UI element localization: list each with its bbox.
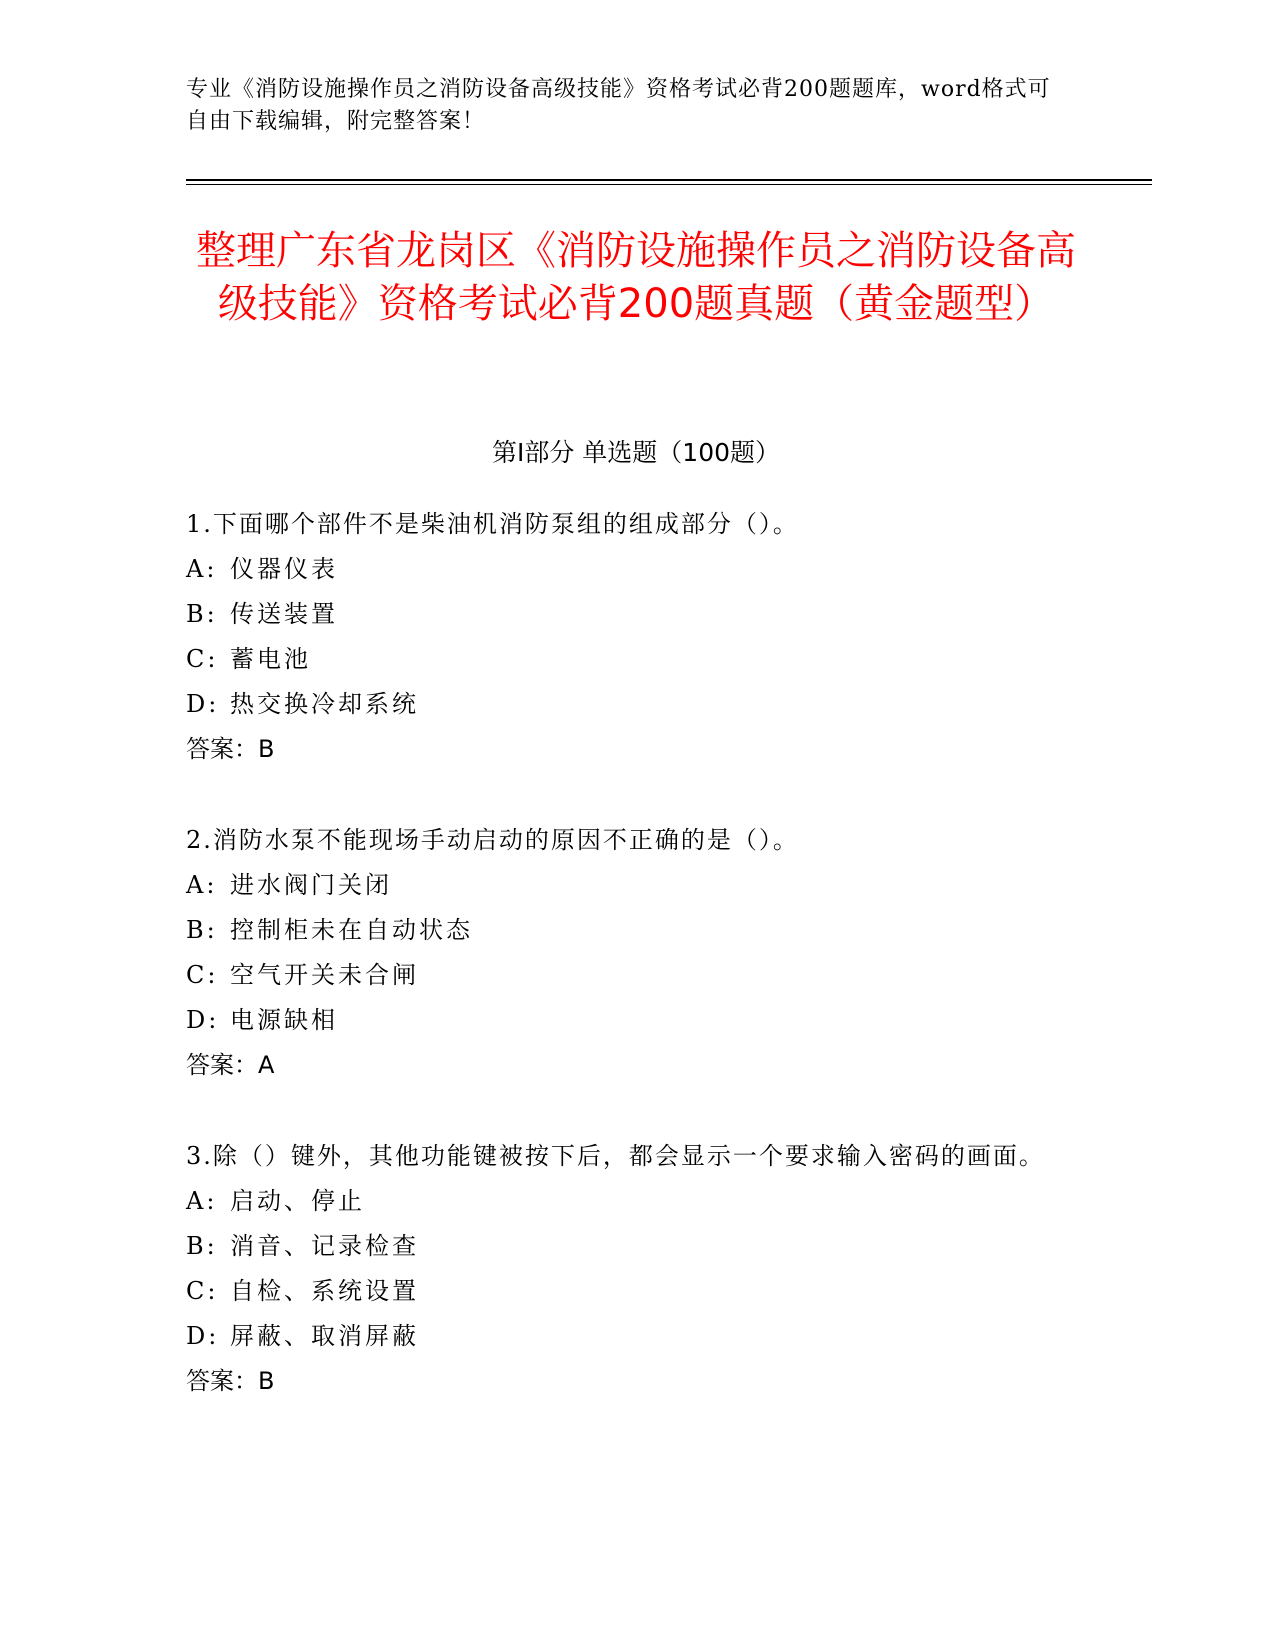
question-stem: 3.除（）键外，其他功能键被按下后，都会显示一个要求输入密码的画面。 (186, 1142, 1045, 1170)
answer-line: 答案：B (186, 735, 275, 763)
question-3 (186, 1134, 1066, 1404)
option-text: 启动、停止 (230, 1187, 365, 1215)
option-text: 自检、系统设置 (230, 1277, 419, 1305)
question-stem: 1.下面哪个部件不是柴油机消防泵组的组成部分（）。 (186, 510, 799, 538)
option-b (186, 1224, 1066, 1269)
option-text: 控制柜未在自动状态 (230, 916, 473, 944)
option-text: 屏蔽、取消屏蔽 (230, 1322, 419, 1350)
option-text: 热交换冷却系统 (230, 690, 419, 718)
option-d (186, 1314, 1066, 1359)
option-text: 空气开关未合闸 (230, 961, 419, 989)
question-stem: 2.消防水泵不能现场手动启动的原因不正确的是（）。 (186, 826, 799, 854)
question-1 (186, 502, 1066, 772)
option-d (186, 998, 1066, 1043)
option-c (186, 1269, 1066, 1314)
header-rule-thick (186, 179, 1152, 181)
option-key: D: (186, 1006, 220, 1034)
header-note: 专业《消防设施操作员之消防设备高级技能》资格考试必背200题题库，word格式可自由下载编辑，附完整答案！ (186, 77, 1051, 134)
option-text: 仪器仪表 (230, 555, 338, 583)
option-b (186, 592, 1066, 637)
question-2 (186, 818, 1066, 1088)
document-title: 整理广东省龙岗区《消防设施操作员之消防设备高级技能》资格考试必背200题真题（黄金题型） (196, 228, 1076, 327)
option-c (186, 637, 1066, 682)
option-a (186, 863, 1066, 908)
option-key: C: (186, 961, 219, 989)
option-key: A: (186, 555, 218, 583)
option-text: 进水阀门关闭 (230, 871, 392, 899)
option-key: A: (186, 1187, 218, 1215)
answer-line: 答案：B (186, 1367, 275, 1395)
option-key: B: (186, 600, 218, 628)
option-key: B: (186, 1232, 218, 1260)
option-b (186, 908, 1066, 953)
option-text: 蓄电池 (230, 645, 311, 673)
option-c (186, 953, 1066, 998)
section-heading: 第I部分 单选题（100题） (491, 438, 781, 467)
answer-line: 答案：A (186, 1051, 275, 1079)
option-a (186, 547, 1066, 592)
option-key: C: (186, 645, 219, 673)
option-text: 电源缺相 (230, 1006, 338, 1034)
header-rule-thin (186, 184, 1152, 185)
option-key: A: (186, 871, 218, 899)
option-key: D: (186, 1322, 220, 1350)
option-key: B: (186, 916, 218, 944)
option-key: D: (186, 690, 220, 718)
option-d (186, 682, 1066, 727)
option-text: 传送装置 (230, 600, 338, 628)
option-a (186, 1179, 1066, 1224)
option-key: C: (186, 1277, 219, 1305)
option-text: 消音、记录检查 (230, 1232, 419, 1260)
